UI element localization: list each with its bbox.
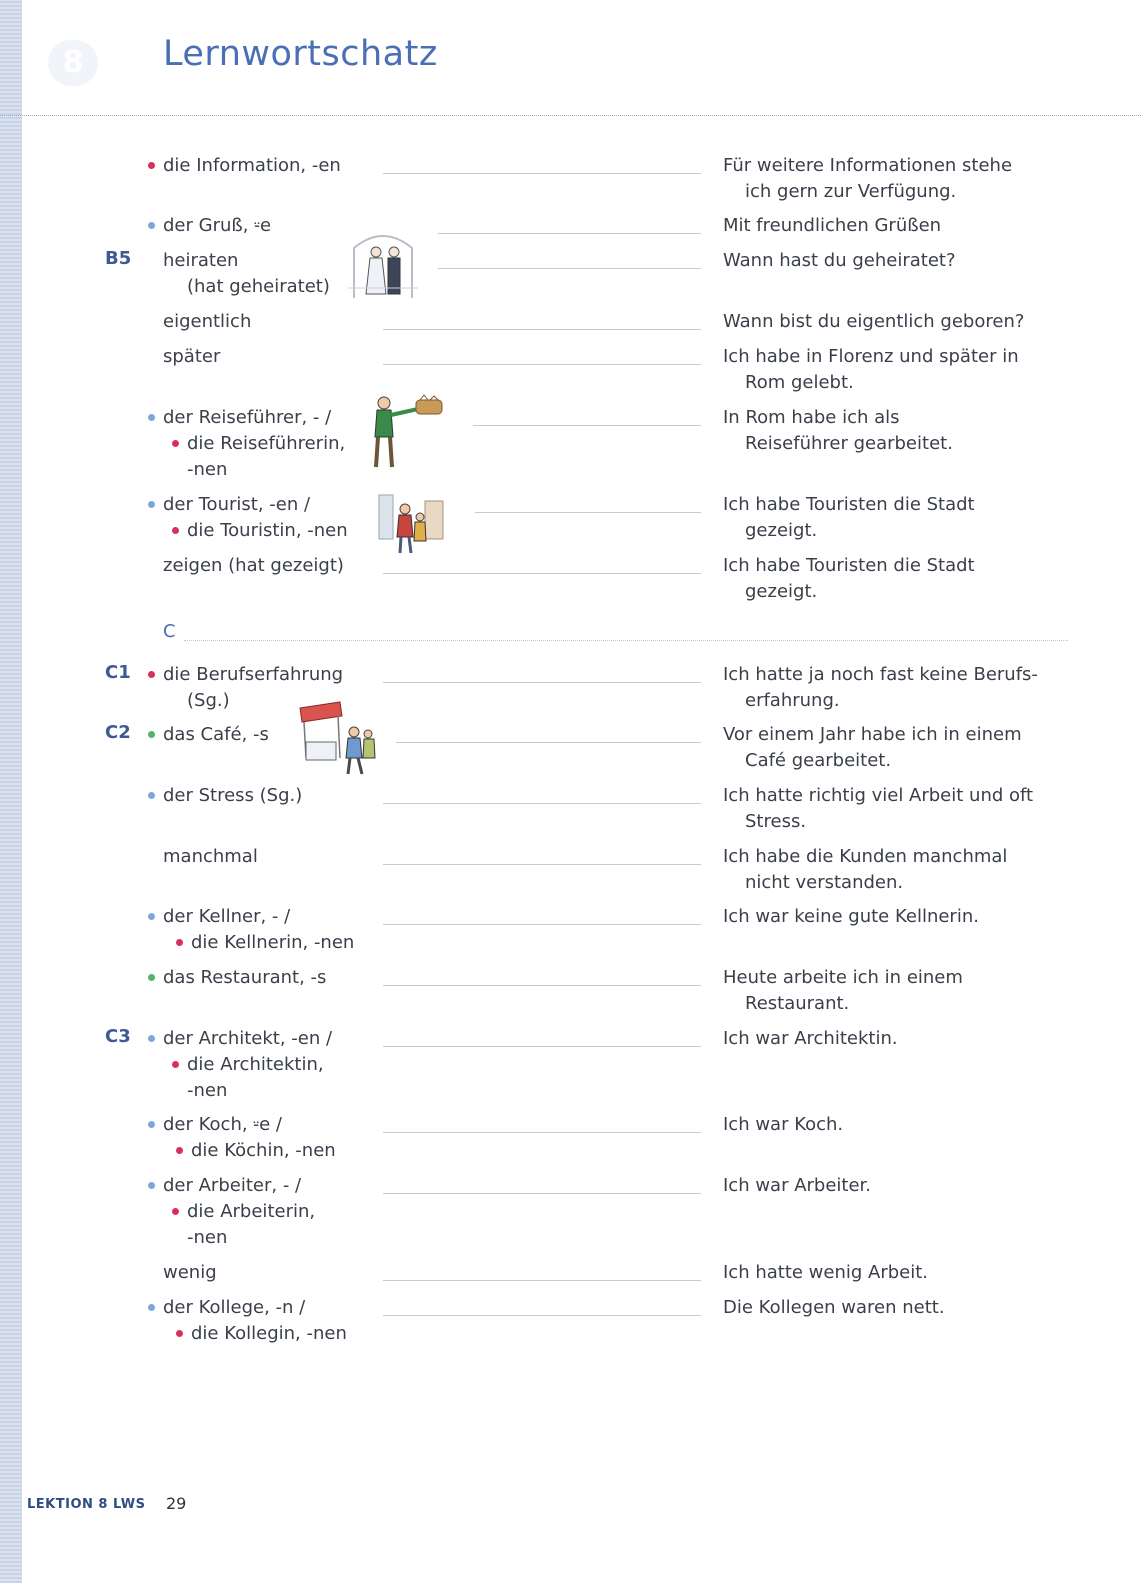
write-line [383, 924, 701, 925]
write-line [473, 425, 701, 426]
write-line [383, 364, 701, 365]
example-line: Ich war keine gute Kellnerin. [723, 906, 979, 927]
example-line: In Rom habe ich als [723, 407, 900, 428]
write-line [438, 233, 701, 234]
example-sentence [723, 213, 1053, 239]
write-line [383, 864, 701, 865]
write-line [383, 1132, 701, 1133]
term-text: heiraten [163, 250, 239, 271]
vocab-term [163, 783, 302, 809]
footer-lesson-label: LEKTION 8 LWS [27, 1497, 146, 1512]
term-text: die Architektin, [187, 1054, 324, 1075]
gender-dot-neuter [148, 731, 155, 738]
example-sentence [723, 553, 1053, 605]
write-line [383, 329, 701, 330]
vocab-term [163, 492, 348, 544]
gender-dot-masculine [148, 792, 155, 799]
gender-dot-neuter [148, 974, 155, 981]
term-text: der Tourist, -en / [163, 494, 311, 515]
vocab-term [163, 1112, 336, 1164]
wedding-couple-illustration [344, 228, 422, 302]
vocab-term [163, 213, 271, 239]
example-line: Heute arbeite ich in einem [723, 967, 963, 988]
vocab-term [163, 1260, 217, 1286]
section-label: C2 [105, 722, 131, 743]
example-line: Wann bist du eigentlich geboren? [723, 311, 1025, 332]
term-text: später [163, 346, 221, 367]
example-line: Café gearbeitet. [745, 750, 892, 771]
example-sentence [723, 844, 1053, 896]
write-line [383, 1193, 701, 1194]
example-line: Ich hatte ja noch fast keine Berufs- [723, 664, 1038, 685]
example-line: Restaurant. [745, 993, 850, 1014]
term-text: -nen [187, 459, 228, 480]
section-label: B5 [105, 248, 132, 269]
example-line: Rom gelebt. [745, 372, 854, 393]
write-line [383, 173, 701, 174]
side-strip [0, 0, 22, 1583]
tourists-illustration [373, 487, 451, 557]
term-text: der Gruß, ⸚e [163, 215, 272, 236]
vocab-term [163, 965, 326, 991]
section-label: C1 [105, 662, 131, 683]
example-line: Ich habe in Florenz und später in [723, 346, 1019, 367]
term-text: -nen [187, 1227, 228, 1248]
example-sentence [723, 248, 1053, 274]
example-line: Ich habe die Kunden manchmal [723, 846, 1008, 867]
gender-dot-masculine [148, 501, 155, 508]
vocab-term [163, 405, 345, 483]
example-sentence [723, 904, 1053, 930]
example-sentence [723, 1112, 1053, 1138]
write-line [383, 1280, 701, 1281]
term-text: die Information, -en [163, 155, 341, 176]
term-text: das Café, -s [163, 724, 269, 745]
example-line: Ich hatte wenig Arbeit. [723, 1262, 929, 1283]
term-text: der Arbeiter, - / [163, 1175, 302, 1196]
term-text: die Kollegin, -nen [191, 1323, 347, 1344]
vocab-term [163, 904, 354, 956]
vocab-term [163, 722, 269, 748]
gender-dot-masculine [148, 1304, 155, 1311]
term-text: der Reiseführer, - / [163, 407, 332, 428]
example-line: erfahrung. [745, 690, 840, 711]
example-sentence [723, 783, 1053, 835]
example-line: Ich war Architektin. [723, 1028, 898, 1049]
example-line: gezeigt. [745, 581, 818, 602]
example-line: nicht verstanden. [745, 872, 904, 893]
write-line [383, 1315, 701, 1316]
vocab-term [163, 309, 251, 335]
example-line: Wann hast du geheiratet? [723, 250, 956, 271]
example-sentence [723, 309, 1053, 335]
example-line: Für weitere Informationen stehe [723, 155, 1013, 176]
cafe-illustration [296, 698, 380, 776]
example-line: Ich war Arbeiter. [723, 1175, 872, 1196]
vocab-term [163, 844, 258, 870]
term-text: manchmal [163, 846, 258, 867]
section-c-divider [184, 640, 1068, 641]
term-text: (Sg.) [187, 690, 230, 711]
example-sentence [723, 722, 1053, 774]
term-text: die Berufserfahrung [163, 664, 344, 685]
page-number: 29 [166, 1494, 187, 1513]
term-text: die Arbeiterin, [187, 1201, 316, 1222]
tour-guide-illustration [366, 393, 450, 469]
term-text: die Touristin, -nen [187, 520, 348, 541]
example-sentence [723, 1026, 1053, 1052]
term-text: wenig [163, 1262, 217, 1283]
example-sentence [723, 1173, 1053, 1199]
example-line: Stress. [745, 811, 807, 832]
vocab-term [163, 344, 220, 370]
example-sentence [723, 492, 1053, 544]
gender-dot-feminine [148, 671, 155, 678]
vocab-term [163, 1026, 332, 1104]
term-text: (hat geheiratet) [187, 276, 330, 297]
term-text: die Kellnerin, -nen [191, 932, 355, 953]
example-line: Reiseführer gearbeitet. [745, 433, 953, 454]
write-line [383, 803, 701, 804]
example-sentence [723, 153, 1053, 205]
page-title: Lernwortschatz [163, 34, 438, 74]
gender-dot-masculine [148, 222, 155, 229]
term-text: der Kollege, -n / [163, 1297, 306, 1318]
term-text: eigentlich [163, 311, 252, 332]
vocab-term [163, 1295, 347, 1347]
example-line: Die Kollegen waren nett. [723, 1297, 945, 1318]
example-sentence [723, 344, 1053, 396]
chapter-badge: 8 [48, 40, 98, 86]
vocab-term [163, 553, 344, 579]
gender-dot-feminine [148, 162, 155, 169]
term-text: der Stress (Sg.) [163, 785, 303, 806]
write-line [438, 268, 701, 269]
write-line [396, 742, 701, 743]
section-c-heading: C [163, 621, 176, 642]
gender-dot-masculine [148, 1182, 155, 1189]
term-text: zeigen (hat gezeigt) [163, 555, 344, 576]
header-divider [0, 115, 1141, 116]
term-text: der Kellner, - / [163, 906, 291, 927]
vocab-term [163, 153, 341, 179]
section-label: C3 [105, 1026, 131, 1047]
example-sentence [723, 1295, 1053, 1321]
example-sentence [723, 965, 1053, 1017]
example-line: Ich war Koch. [723, 1114, 844, 1135]
example-sentence [723, 662, 1053, 714]
vocab-term [163, 1173, 315, 1251]
write-line [475, 512, 701, 513]
write-line [383, 1046, 701, 1047]
term-text: die Köchin, -nen [191, 1140, 336, 1161]
gender-dot-masculine [148, 414, 155, 421]
gender-dot-masculine [148, 1035, 155, 1042]
example-line: Vor einem Jahr habe ich in einem [723, 724, 1022, 745]
term-text: die Reiseführerin, [187, 433, 346, 454]
example-sentence [723, 405, 1053, 457]
term-text: das Restaurant, -s [163, 967, 327, 988]
vocab-term [163, 248, 330, 300]
example-line: ich gern zur Verfügung. [745, 181, 957, 202]
term-text: der Architekt, -en / [163, 1028, 333, 1049]
write-line [383, 573, 701, 574]
gender-dot-masculine [148, 1121, 155, 1128]
example-line: Mit freundlichen Grüßen [723, 215, 942, 236]
example-line: gezeigt. [745, 520, 818, 541]
example-sentence [723, 1260, 1053, 1286]
example-line: Ich hatte richtig viel Arbeit und oft [723, 785, 1034, 806]
write-line [383, 985, 701, 986]
term-text: der Koch, ⸚e / [163, 1114, 282, 1135]
example-line: Ich habe Touristen die Stadt [723, 494, 975, 515]
gender-dot-masculine [148, 913, 155, 920]
write-line [383, 682, 701, 683]
term-text: -nen [187, 1080, 228, 1101]
example-line: Ich habe Touristen die Stadt [723, 555, 975, 576]
